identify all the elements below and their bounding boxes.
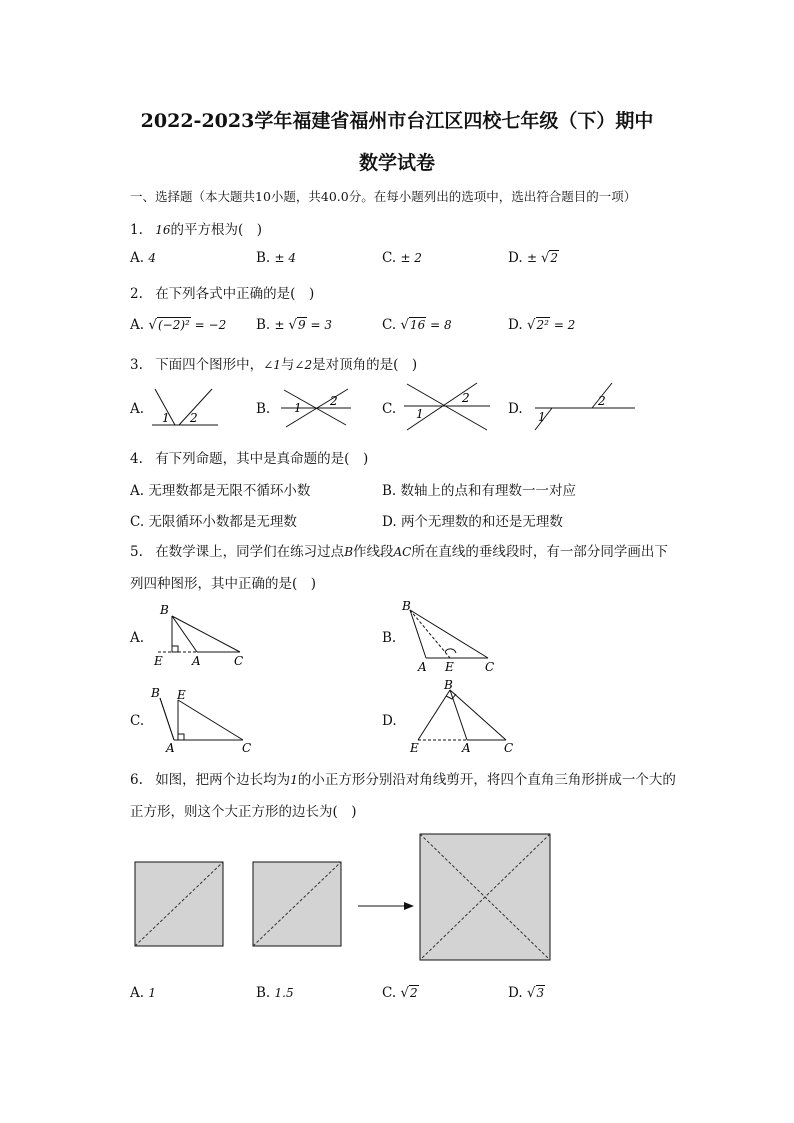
svg-text:C: C bbox=[504, 741, 514, 755]
svg-text:E: E bbox=[177, 688, 186, 702]
q3-figure-d bbox=[530, 380, 640, 432]
question-1 bbox=[130, 218, 262, 238]
q3-figure-a bbox=[150, 385, 225, 435]
q1-option-a[interactable]: A. 4 bbox=[130, 250, 156, 266]
q4-option-d[interactable]: D. 两个无理数的和还是无理数 bbox=[382, 514, 563, 530]
svg-text:C: C bbox=[485, 660, 495, 674]
q3-figure-c bbox=[402, 380, 492, 435]
question-text: 的平方根为( ) bbox=[170, 222, 263, 238]
svg-text:A: A bbox=[166, 741, 175, 754]
q3-option-d[interactable]: D. bbox=[508, 401, 523, 417]
q1-option-c[interactable]: C. ± 2 bbox=[382, 250, 422, 266]
q5-option-c[interactable]: C. bbox=[130, 713, 145, 729]
svg-text:E: E bbox=[154, 654, 163, 668]
svg-text:B: B bbox=[444, 678, 453, 692]
q4-option-b[interactable]: B. 数轴上的点和有理数一一对应 bbox=[382, 483, 577, 499]
q6-option-d[interactable]: D. √3 bbox=[508, 985, 545, 1001]
q2-option-d[interactable]: D. √2² = 2 bbox=[508, 317, 576, 333]
q2-option-b[interactable]: B. ± √9 = 3 bbox=[256, 317, 332, 333]
svg-text:2: 2 bbox=[190, 411, 198, 425]
svg-text:A: A bbox=[192, 654, 201, 668]
svg-text:1: 1 bbox=[538, 410, 546, 424]
q6-option-b[interactable]: B. 1.5 bbox=[256, 985, 294, 1001]
svg-text:E: E bbox=[410, 741, 419, 755]
svg-text:2: 2 bbox=[462, 391, 470, 405]
q3-figure-b bbox=[276, 385, 356, 430]
svg-text:A: A bbox=[462, 741, 471, 755]
q6-option-a[interactable]: A. 1 bbox=[130, 985, 156, 1001]
q5-figure-c bbox=[148, 684, 258, 754]
svg-text:C: C bbox=[234, 654, 244, 668]
math-expr: 16 bbox=[155, 223, 171, 237]
q5-figure-a bbox=[150, 602, 255, 670]
q6-figure bbox=[130, 828, 560, 993]
section-heading: 一、选择题（本大题共10小题，共40.0分。在每小题列出的选项中，选出符合题目的一项） bbox=[130, 189, 637, 204]
question-2: 2. 在下列各式中正确的是( ) bbox=[130, 286, 315, 302]
q2-option-c[interactable]: C. √16 = 8 bbox=[382, 317, 452, 333]
svg-text:E: E bbox=[445, 660, 454, 674]
question-4: 4. 有下列命题，其中是真命题的是( ) bbox=[130, 451, 369, 467]
question-3: 3. 下面四个图形中，∠1与∠2是对顶角的是( ) bbox=[130, 357, 418, 373]
question-5-line2: 列四种图形，其中正确的是( ) bbox=[130, 576, 317, 592]
svg-text:1: 1 bbox=[294, 401, 302, 415]
svg-text:1: 1 bbox=[162, 411, 170, 425]
svg-text:B: B bbox=[151, 686, 160, 700]
page-subtitle: 数学试卷 bbox=[358, 152, 435, 174]
q3-option-b[interactable]: B. bbox=[256, 401, 271, 417]
page-title: 2022-2023学年福建省福州市台江区四校七年级（下）期中 bbox=[140, 110, 654, 132]
question-number: 1. bbox=[130, 222, 143, 238]
q1-option-d[interactable]: D. ± √2 bbox=[508, 250, 559, 266]
question-6: 6. 如图，把两个边长均为1的小正方形分别沿对角线剪开，将四个直角三角形拼成一个大的 bbox=[130, 772, 676, 788]
q1-option-b[interactable]: B. ± 4 bbox=[256, 250, 297, 266]
svg-text:2: 2 bbox=[598, 394, 606, 408]
question-6-line2: 正方形，则这个大正方形的边长为( ) bbox=[130, 804, 357, 820]
q4-option-c[interactable]: C. 无限循环小数都是无理数 bbox=[130, 514, 297, 530]
svg-text:1: 1 bbox=[416, 407, 424, 421]
q5-option-a[interactable]: A. bbox=[130, 630, 145, 646]
q5-option-d[interactable]: D. bbox=[382, 713, 397, 729]
q2-option-a[interactable]: A. √(−2)² = −2 bbox=[130, 317, 227, 333]
q5-figure-b bbox=[398, 598, 508, 674]
q6-option-c[interactable]: C. √2 bbox=[382, 985, 418, 1001]
q3-option-a[interactable]: A. bbox=[130, 401, 145, 417]
q3-option-c[interactable]: C. bbox=[382, 401, 397, 417]
q5-figure-d bbox=[402, 678, 522, 756]
svg-text:2: 2 bbox=[330, 394, 338, 408]
q4-option-a[interactable]: A. 无理数都是无限不循环小数 bbox=[130, 483, 311, 499]
svg-text:B: B bbox=[160, 603, 169, 617]
svg-text:C: C bbox=[242, 741, 252, 754]
question-5: 5. 在数学课上，同学们在练习过点B作线段AC所在直线的垂线段时，有一部分同学画出下 bbox=[130, 544, 668, 560]
svg-text:B: B bbox=[402, 599, 411, 613]
svg-text:A: A bbox=[418, 660, 427, 674]
q5-option-b[interactable]: B. bbox=[382, 630, 397, 646]
